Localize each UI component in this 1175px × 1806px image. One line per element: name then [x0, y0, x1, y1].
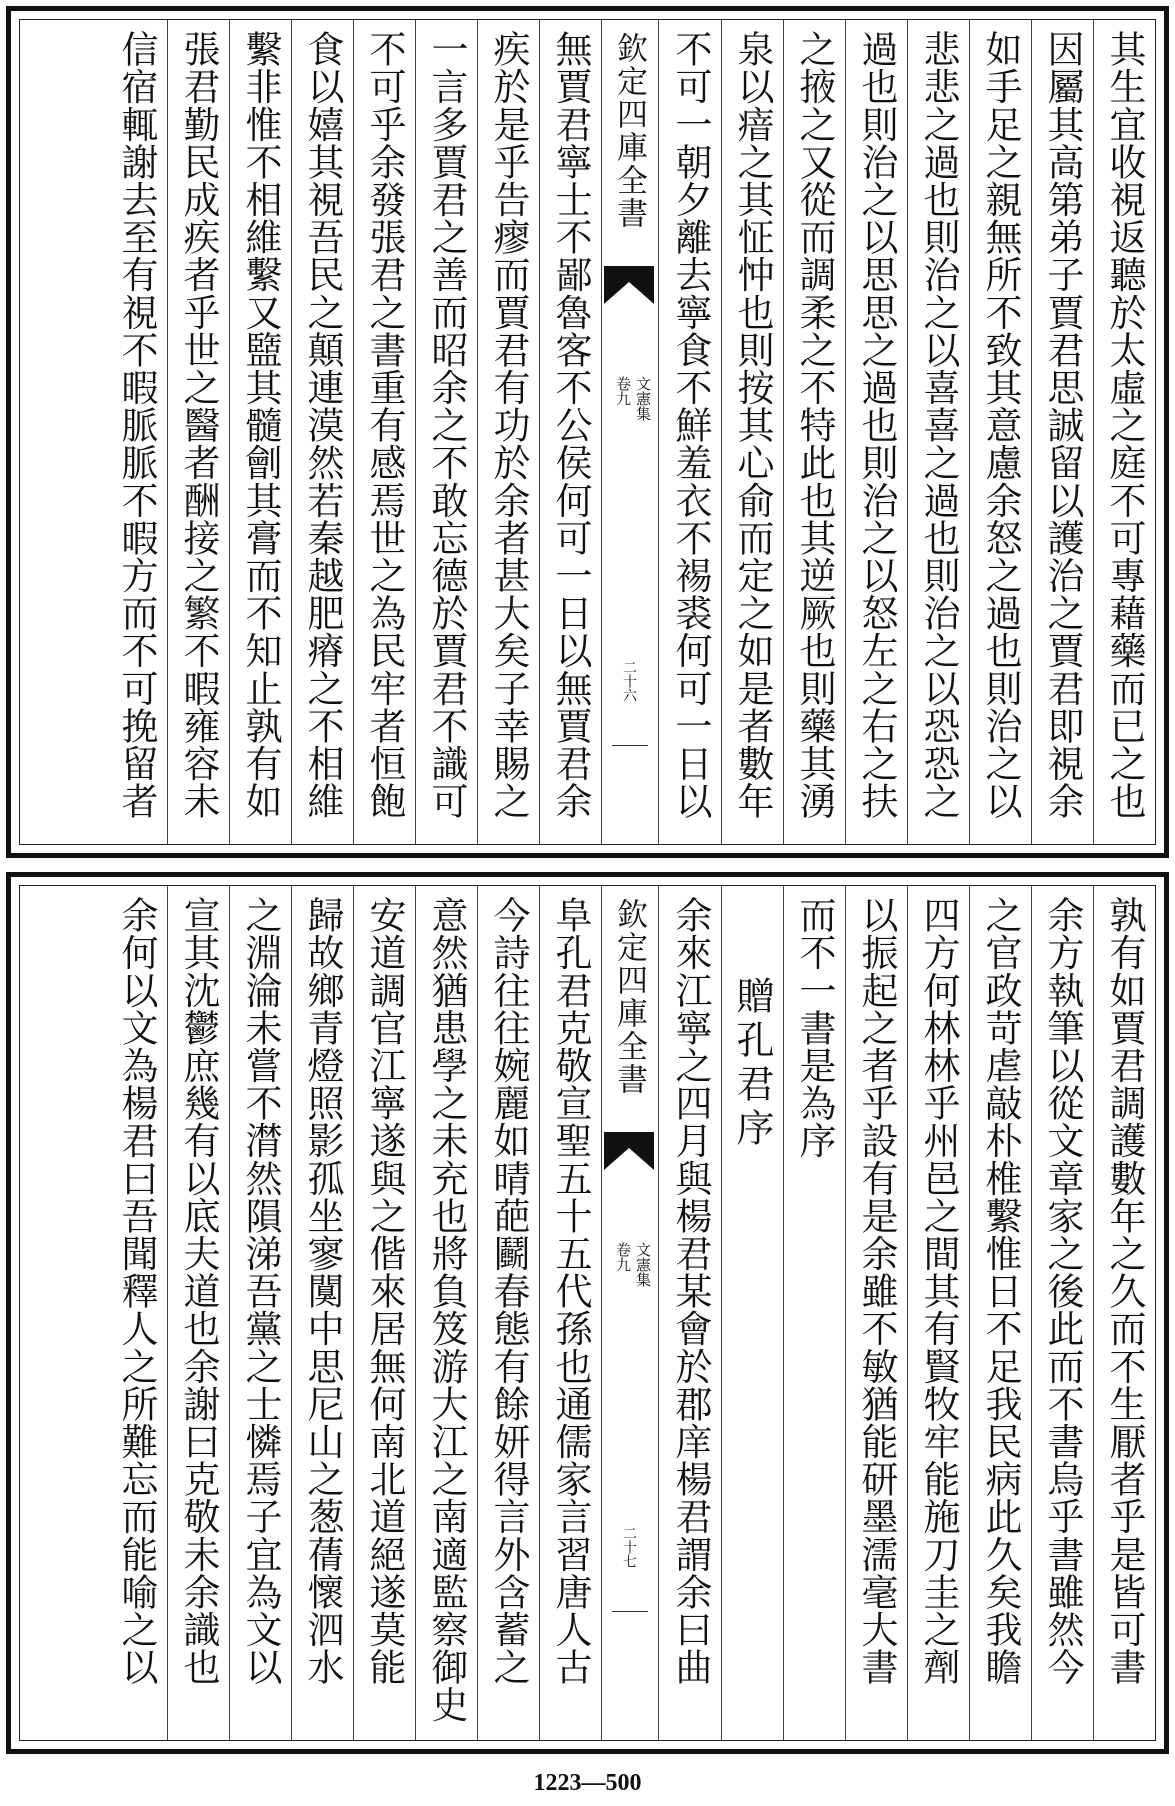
center-title: 欽定四庫全書 [611, 32, 647, 230]
text-column: 信宿輒謝去至有視不暇脈脈不暇方而不可挽留者 [115, 30, 158, 820]
center-divider [612, 745, 648, 746]
text-column: 無賈君寧士不鄙魯客不公侯何可一日以無賈君余 [539, 20, 601, 844]
text-column: 之官政苛虐敲朴椎繫惟日不足我民病此久矣我瞻 [969, 886, 1031, 1740]
center-margin [601, 20, 659, 844]
text-column: 如手足之親無所不致其意慮余怒之過也則治之以 [969, 20, 1031, 844]
text-column: 四方何林林乎州邑之間其有賢牧牢能施刀圭之劑 [907, 886, 969, 1740]
text-column: 其生宜收視返聽於太虛之庭不可專藉藥而已之也 [1093, 20, 1155, 844]
text-column: 余何以文為楊君曰吾聞釋人之所難忘而能喻之以 [115, 896, 158, 1686]
text-column: 悲悲之過也則治之以喜喜之過也則治之以恐恐之 [907, 20, 969, 844]
text-column: 疾於是乎告瘳而賈君有功於余者甚大矣子幸賜之 [477, 20, 539, 844]
footer-page-number: 1223—500 [533, 1770, 642, 1796]
text-column: 張君勤民成疾者乎世之醫者酬接之繁不暇雍容未 [167, 20, 229, 844]
text-column: 歸故鄉青燈照影孤坐寥闃中思尼山之葱蒨懷泗水 [291, 886, 353, 1740]
text-column: 孰有如賈君調護數年之久而不生厭者乎是皆可書 [1093, 886, 1155, 1740]
essay-heading: 贈孔君序 [721, 886, 783, 1740]
text-column: 之掖之又從而調柔之不特此也其逆厥也則藥其湧 [783, 20, 845, 844]
text-column: 宣其沈鬱庶幾有以底夫道也余謝曰克敬未余識也 [167, 886, 229, 1740]
center-title: 欽定四庫全書 [611, 898, 647, 1096]
text-column: 余來江寧之四月與楊君某會於郡庠楊君謂余曰曲 [669, 896, 712, 1686]
center-collection: 文憲集 [634, 376, 652, 421]
text-column: 不可一朝夕離去寧食不鮮羞衣不裼裘何可一日以 [669, 30, 712, 820]
text-column: 意然猶患學之未充也將負笈游大江之南適監察御史 [415, 886, 477, 1740]
text-column: 今詩往往婉麗如晴葩鬬春態有餘妍得言外含蓄之 [477, 886, 539, 1740]
center-divider [612, 1611, 648, 1612]
page-bottom [6, 872, 1169, 1754]
text-column: 以振起之者乎設有是余雖不敏猶能研墨濡毫大書 [845, 886, 907, 1740]
text-column: 而不一書是為序 [783, 886, 845, 1740]
text-column: 不可乎余發張君之書重有感焉世之為民牢者恒飽 [353, 20, 415, 844]
text-column: 之淵淪未嘗不潸然隕涕吾黨之士憐焉子宜為文以 [229, 886, 291, 1740]
center-juan: 卷九 [614, 1242, 632, 1272]
center-margin [601, 886, 659, 1740]
center-collection: 文憲集 [634, 1242, 652, 1287]
center-juan: 卷九 [614, 376, 632, 406]
text-column: 泉以瘖之其怔忡也則按其心俞而定之如是者數年 [721, 20, 783, 844]
text-column: 安道調官江寧遂與之偕來居無何南北道絕遂莫能 [353, 886, 415, 1740]
text-column: 阜孔君克敬宣聖五十五代孫也通儒家言習唐人古 [539, 886, 601, 1740]
fish-tail-mark [604, 266, 656, 306]
text-frame [19, 19, 1156, 845]
text-frame [19, 885, 1156, 1741]
center-page-number: 二十六 [621, 660, 637, 702]
text-column: 食以嬉其視吾民之顛連漠然若秦越肥瘠之不相維 [291, 20, 353, 844]
text-column: 因屬其高第弟子賈君思誠留以護治之賈君即視余 [1031, 20, 1093, 844]
center-page-number: 二十七 [621, 1526, 637, 1568]
text-column: 一言多賈君之善而昭余之不敢忘德於賈君不識可 [415, 20, 477, 844]
text-column: 繫非惟不相維繫又盬其髓劊其膏而不知止孰有如 [229, 20, 291, 844]
text-column: 過也則治之以思思之過也則治之以怒左之右之扶 [845, 20, 907, 844]
page-top [6, 6, 1169, 858]
fish-tail-mark [604, 1132, 656, 1172]
text-column: 余方執筆以從文章家之後此而不書烏乎書雖然今 [1031, 886, 1093, 1740]
